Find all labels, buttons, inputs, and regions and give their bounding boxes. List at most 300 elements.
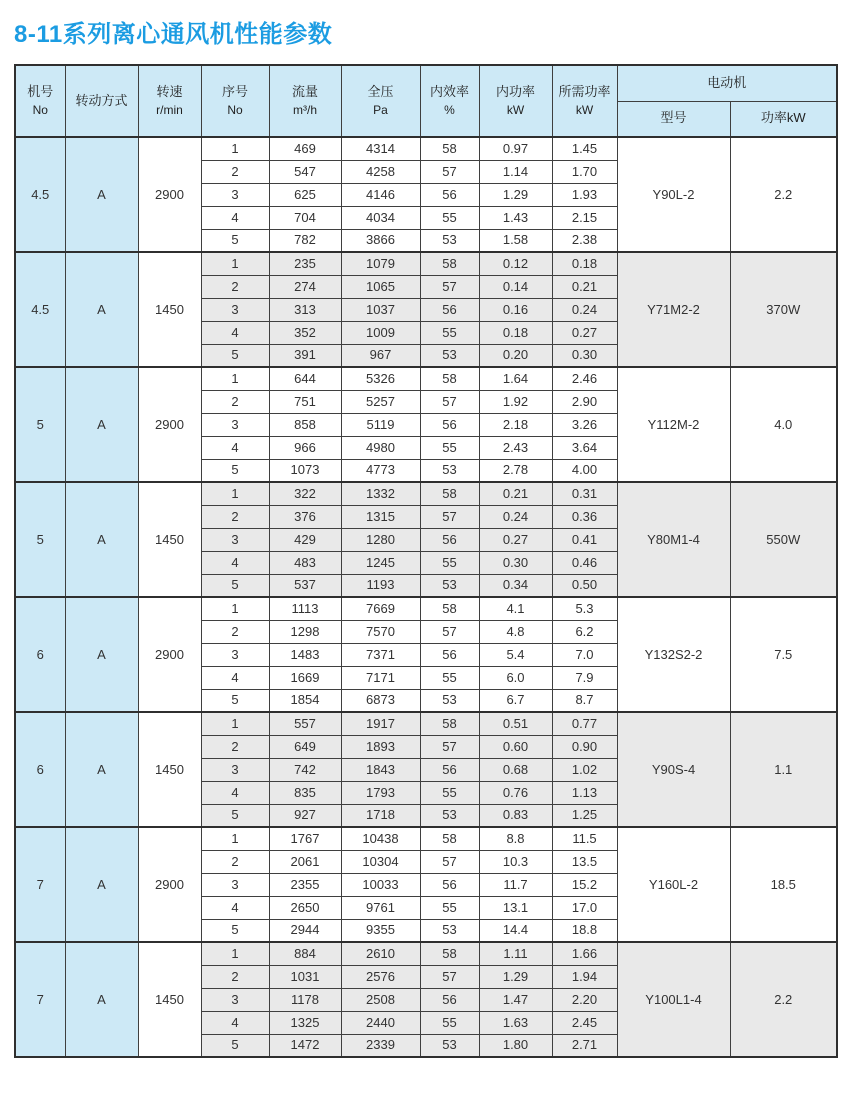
cell-pressure: 1332 [341,482,420,505]
cell-internal-power: 1.11 [479,942,552,965]
cell-serial-no: 4 [201,436,269,459]
cell-pressure: 1009 [341,321,420,344]
cell-internal-power: 11.7 [479,873,552,896]
header-unit: Pa [373,102,388,117]
cell-pressure: 2440 [341,1011,420,1034]
cell-required-power: 2.71 [552,1034,617,1057]
cell-speed: 1450 [138,942,201,1057]
cell-required-power: 0.21 [552,275,617,298]
cell-machine-no: 5 [15,482,65,597]
cell-efficiency: 55 [420,321,479,344]
cell-internal-power: 0.14 [479,275,552,298]
cell-serial-no: 2 [201,620,269,643]
cell-required-power: 3.64 [552,436,617,459]
cell-required-power: 13.5 [552,850,617,873]
cell-serial-no: 3 [201,873,269,896]
cell-flow: 966 [269,436,341,459]
cell-required-power: 0.27 [552,321,617,344]
cell-serial-no: 3 [201,643,269,666]
cell-flow: 391 [269,344,341,367]
cell-required-power: 2.46 [552,367,617,390]
header-label: 内效率 [429,83,469,99]
cell-required-power: 15.2 [552,873,617,896]
cell-pressure: 1843 [341,758,420,781]
cell-machine-no: 4.5 [15,137,65,252]
cell-internal-power: 1.80 [479,1034,552,1057]
cell-efficiency: 53 [420,1034,479,1057]
cell-motor-power: 370W [730,252,837,367]
cell-efficiency: 57 [420,620,479,643]
cell-serial-no: 3 [201,528,269,551]
cell-flow: 625 [269,183,341,206]
cell-efficiency: 56 [420,643,479,666]
cell-pressure: 5326 [341,367,420,390]
cell-serial-no: 4 [201,666,269,689]
cell-flow: 751 [269,390,341,413]
page-title: 8-11系列离心通风机性能参数 [14,21,333,48]
cell-pressure: 2339 [341,1034,420,1057]
cell-flow: 1472 [269,1034,341,1057]
cell-internal-power: 1.43 [479,206,552,229]
cell-efficiency: 58 [420,367,479,390]
cell-required-power: 0.77 [552,712,617,735]
cell-flow: 376 [269,505,341,528]
cell-motor-power: 2.2 [730,942,837,1057]
cell-required-power: 5.3 [552,597,617,620]
cell-required-power: 3.26 [552,413,617,436]
cell-serial-no: 4 [201,551,269,574]
cell-required-power: 1.66 [552,942,617,965]
performance-table [14,64,838,1058]
cell-required-power: 0.46 [552,551,617,574]
cell-flow: 429 [269,528,341,551]
table-row [15,137,837,160]
cell-required-power: 17.0 [552,896,617,919]
cell-efficiency: 53 [420,574,479,597]
cell-serial-no: 1 [201,942,269,965]
cell-required-power: 1.02 [552,758,617,781]
cell-internal-power: 1.58 [479,229,552,252]
cell-pressure: 1893 [341,735,420,758]
header-label: 所需功率 [558,83,611,99]
cell-required-power: 0.36 [552,505,617,528]
cell-motor-power: 550W [730,482,837,597]
col-header-motor: 电动机 [617,65,837,101]
cell-drive-mode: A [65,482,138,597]
cell-efficiency: 56 [420,873,479,896]
cell-serial-no: 5 [201,1034,269,1057]
cell-flow: 835 [269,781,341,804]
cell-serial-no: 1 [201,712,269,735]
col-header-machine-no [15,65,65,137]
cell-pressure: 1193 [341,574,420,597]
table-row [15,482,837,505]
cell-serial-no: 1 [201,827,269,850]
cell-flow: 2061 [269,850,341,873]
cell-efficiency: 57 [420,160,479,183]
cell-efficiency: 55 [420,551,479,574]
cell-internal-power: 5.4 [479,643,552,666]
cell-efficiency: 57 [420,275,479,298]
cell-pressure: 3866 [341,229,420,252]
cell-required-power: 1.94 [552,965,617,988]
cell-internal-power: 0.16 [479,298,552,321]
cell-drive-mode: A [65,137,138,252]
cell-internal-power: 0.24 [479,505,552,528]
cell-efficiency: 55 [420,666,479,689]
cell-flow: 742 [269,758,341,781]
cell-efficiency: 56 [420,528,479,551]
cell-required-power: 0.90 [552,735,617,758]
cell-internal-power: 14.4 [479,919,552,942]
cell-machine-no: 6 [15,712,65,827]
cell-internal-power: 0.12 [479,252,552,275]
cell-machine-no: 7 [15,942,65,1057]
cell-serial-no: 4 [201,206,269,229]
cell-required-power: 1.93 [552,183,617,206]
cell-machine-no: 5 [15,367,65,482]
cell-flow: 2355 [269,873,341,896]
header-row-top [15,65,837,101]
cell-serial-no: 3 [201,413,269,436]
cell-efficiency: 53 [420,344,479,367]
cell-efficiency: 55 [420,436,479,459]
col-header-speed [138,65,201,137]
cell-flow: 1031 [269,965,341,988]
cell-flow: 547 [269,160,341,183]
cell-speed: 2900 [138,827,201,942]
header-unit: kW [506,102,525,117]
cell-serial-no: 3 [201,758,269,781]
cell-efficiency: 53 [420,689,479,712]
cell-drive-mode: A [65,827,138,942]
cell-efficiency: 57 [420,390,479,413]
cell-motor-model: Y90L-2 [617,137,730,252]
cell-required-power: 0.50 [552,574,617,597]
cell-flow: 1854 [269,689,341,712]
cell-flow: 1298 [269,620,341,643]
header-label: 机号 [27,83,54,99]
cell-required-power: 11.5 [552,827,617,850]
cell-efficiency: 53 [420,229,479,252]
cell-internal-power: 1.29 [479,965,552,988]
cell-internal-power: 4.8 [479,620,552,643]
cell-flow: 1669 [269,666,341,689]
cell-speed: 2900 [138,137,201,252]
cell-pressure: 2508 [341,988,420,1011]
cell-required-power: 7.0 [552,643,617,666]
cell-flow: 235 [269,252,341,275]
cell-flow: 313 [269,298,341,321]
cell-efficiency: 58 [420,137,479,160]
cell-pressure: 10438 [341,827,420,850]
cell-required-power: 0.41 [552,528,617,551]
cell-serial-no: 2 [201,505,269,528]
cell-efficiency: 53 [420,459,479,482]
cell-internal-power: 1.92 [479,390,552,413]
cell-speed: 2900 [138,367,201,482]
cell-motor-model: Y90S-4 [617,712,730,827]
cell-motor-power: 2.2 [730,137,837,252]
cell-flow: 352 [269,321,341,344]
cell-pressure: 4980 [341,436,420,459]
cell-serial-no: 1 [201,367,269,390]
cell-pressure: 1280 [341,528,420,551]
header-label: 转速 [156,83,183,99]
col-header-flow [269,65,341,137]
cell-efficiency: 58 [420,482,479,505]
cell-drive-mode: A [65,367,138,482]
cell-flow: 483 [269,551,341,574]
col-header-motor-model: 型号 [617,101,730,137]
col-header-internal-power [479,65,552,137]
cell-internal-power: 0.21 [479,482,552,505]
cell-required-power: 1.25 [552,804,617,827]
cell-drive-mode: A [65,942,138,1057]
cell-efficiency: 55 [420,896,479,919]
cell-pressure: 10304 [341,850,420,873]
cell-pressure: 10033 [341,873,420,896]
cell-motor-model: Y71M2-2 [617,252,730,367]
cell-serial-no: 5 [201,574,269,597]
cell-serial-no: 5 [201,804,269,827]
cell-speed: 2900 [138,597,201,712]
cell-pressure: 1793 [341,781,420,804]
cell-pressure: 4258 [341,160,420,183]
cell-internal-power: 13.1 [479,896,552,919]
cell-internal-power: 2.43 [479,436,552,459]
cell-internal-power: 1.29 [479,183,552,206]
cell-flow: 1178 [269,988,341,1011]
table-row [15,942,837,965]
cell-flow: 1073 [269,459,341,482]
cell-flow: 2944 [269,919,341,942]
cell-internal-power: 1.14 [479,160,552,183]
cell-flow: 557 [269,712,341,735]
cell-internal-power: 0.60 [479,735,552,758]
cell-pressure: 1245 [341,551,420,574]
cell-flow: 1767 [269,827,341,850]
cell-pressure: 7570 [341,620,420,643]
cell-pressure: 1079 [341,252,420,275]
cell-required-power: 1.45 [552,137,617,160]
cell-serial-no: 3 [201,183,269,206]
cell-required-power: 0.18 [552,252,617,275]
cell-internal-power: 1.47 [479,988,552,1011]
cell-serial-no: 3 [201,298,269,321]
cell-required-power: 2.20 [552,988,617,1011]
cell-internal-power: 1.64 [479,367,552,390]
cell-serial-no: 4 [201,781,269,804]
cell-internal-power: 2.18 [479,413,552,436]
cell-pressure: 9355 [341,919,420,942]
cell-internal-power: 6.7 [479,689,552,712]
header-label: 序号 [221,83,248,99]
cell-serial-no: 5 [201,344,269,367]
col-header-drive-mode [65,65,138,137]
cell-speed: 1450 [138,482,201,597]
table-row [15,252,837,275]
cell-pressure: 1065 [341,275,420,298]
cell-internal-power: 4.1 [479,597,552,620]
header-unit: r/min [156,102,183,117]
header-label: 全压 [367,83,394,99]
cell-flow: 322 [269,482,341,505]
table-header [15,65,837,137]
cell-flow: 644 [269,367,341,390]
cell-flow: 1483 [269,643,341,666]
cell-internal-power: 8.8 [479,827,552,850]
cell-efficiency: 53 [420,804,479,827]
cell-pressure: 7171 [341,666,420,689]
cell-required-power: 0.30 [552,344,617,367]
cell-motor-power: 18.5 [730,827,837,942]
cell-internal-power: 2.78 [479,459,552,482]
cell-pressure: 9761 [341,896,420,919]
cell-pressure: 1315 [341,505,420,528]
cell-pressure: 4773 [341,459,420,482]
table-body [15,137,837,1057]
cell-pressure: 7669 [341,597,420,620]
cell-internal-power: 0.83 [479,804,552,827]
cell-flow: 2650 [269,896,341,919]
cell-serial-no: 2 [201,850,269,873]
cell-internal-power: 0.20 [479,344,552,367]
cell-required-power: 1.13 [552,781,617,804]
cell-motor-model: Y160L-2 [617,827,730,942]
cell-serial-no: 5 [201,229,269,252]
cell-flow: 858 [269,413,341,436]
cell-internal-power: 6.0 [479,666,552,689]
cell-required-power: 0.31 [552,482,617,505]
cell-internal-power: 0.34 [479,574,552,597]
cell-pressure: 4314 [341,137,420,160]
cell-serial-no: 4 [201,321,269,344]
cell-drive-mode: A [65,597,138,712]
cell-efficiency: 56 [420,988,479,1011]
cell-pressure: 967 [341,344,420,367]
cell-machine-no: 4.5 [15,252,65,367]
col-header-pressure [341,65,420,137]
cell-internal-power: 0.18 [479,321,552,344]
header-label: 内功率 [495,83,535,99]
cell-pressure: 6873 [341,689,420,712]
cell-efficiency: 56 [420,413,479,436]
cell-serial-no: 4 [201,1011,269,1034]
cell-required-power: 0.24 [552,298,617,321]
cell-required-power: 18.8 [552,919,617,942]
cell-pressure: 4034 [341,206,420,229]
cell-pressure: 1037 [341,298,420,321]
cell-efficiency: 56 [420,298,479,321]
cell-flow: 1113 [269,597,341,620]
table-row [15,597,837,620]
cell-efficiency: 53 [420,919,479,942]
cell-drive-mode: A [65,252,138,367]
cell-efficiency: 55 [420,1011,479,1034]
header-label: 流量 [291,83,318,99]
cell-motor-model: Y112M-2 [617,367,730,482]
cell-flow: 884 [269,942,341,965]
cell-pressure: 7371 [341,643,420,666]
cell-drive-mode: A [65,712,138,827]
cell-required-power: 2.38 [552,229,617,252]
cell-internal-power: 0.76 [479,781,552,804]
cell-serial-no: 3 [201,988,269,1011]
col-header-efficiency [420,65,479,137]
header-unit: kW [575,102,594,117]
cell-flow: 704 [269,206,341,229]
cell-efficiency: 56 [420,758,479,781]
cell-efficiency: 58 [420,712,479,735]
cell-serial-no: 1 [201,252,269,275]
cell-pressure: 4146 [341,183,420,206]
cell-serial-no: 1 [201,482,269,505]
cell-flow: 274 [269,275,341,298]
cell-motor-power: 4.0 [730,367,837,482]
cell-efficiency: 58 [420,942,479,965]
cell-serial-no: 1 [201,137,269,160]
cell-required-power: 7.9 [552,666,617,689]
header-unit: No [227,102,243,117]
cell-flow: 469 [269,137,341,160]
cell-flow: 1325 [269,1011,341,1034]
cell-efficiency: 58 [420,597,479,620]
cell-serial-no: 5 [201,919,269,942]
cell-motor-power: 1.1 [730,712,837,827]
cell-serial-no: 2 [201,735,269,758]
cell-required-power: 2.45 [552,1011,617,1034]
cell-serial-no: 2 [201,965,269,988]
header-unit: No [32,102,48,117]
cell-efficiency: 57 [420,965,479,988]
cell-efficiency: 55 [420,206,479,229]
cell-required-power: 4.00 [552,459,617,482]
header-unit: % [444,102,455,117]
cell-motor-model: Y100L1-4 [617,942,730,1057]
cell-internal-power: 1.63 [479,1011,552,1034]
cell-flow: 927 [269,804,341,827]
cell-internal-power: 0.51 [479,712,552,735]
cell-required-power: 6.2 [552,620,617,643]
cell-serial-no: 1 [201,597,269,620]
cell-serial-no: 2 [201,275,269,298]
cell-motor-power: 7.5 [730,597,837,712]
cell-efficiency: 56 [420,183,479,206]
col-header-serial-no [201,65,269,137]
cell-serial-no: 4 [201,896,269,919]
cell-serial-no: 2 [201,390,269,413]
cell-pressure: 5119 [341,413,420,436]
cell-efficiency: 58 [420,827,479,850]
cell-motor-model: Y132S2-2 [617,597,730,712]
cell-internal-power: 0.30 [479,551,552,574]
header-unit: m³/h [293,102,317,117]
cell-flow: 782 [269,229,341,252]
col-header-required-power [552,65,617,137]
cell-pressure: 1917 [341,712,420,735]
cell-internal-power: 0.68 [479,758,552,781]
cell-flow: 649 [269,735,341,758]
cell-machine-no: 7 [15,827,65,942]
table-row [15,367,837,390]
cell-efficiency: 57 [420,735,479,758]
cell-internal-power: 0.97 [479,137,552,160]
cell-efficiency: 58 [420,252,479,275]
col-header-motor-power: 功率kW [730,101,837,137]
cell-motor-model: Y80M1-4 [617,482,730,597]
cell-efficiency: 57 [420,505,479,528]
